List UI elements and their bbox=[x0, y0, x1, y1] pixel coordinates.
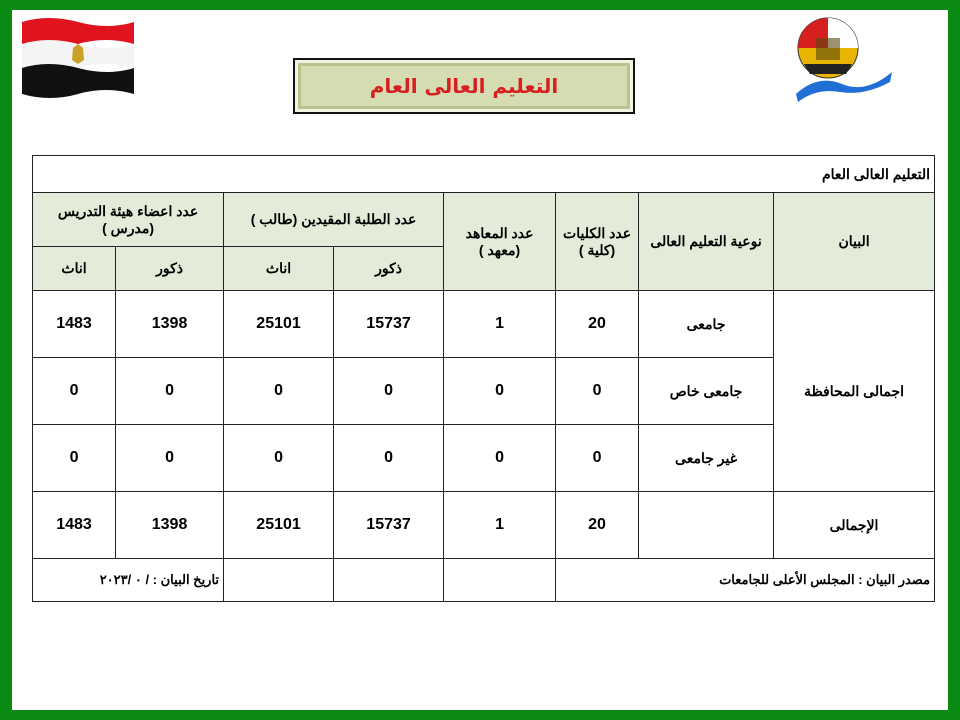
page-frame bbox=[12, 10, 948, 710]
table-caption: التعليم العالى العام bbox=[33, 156, 935, 193]
footer-blank-3 bbox=[224, 559, 334, 602]
row-colleges: 20 bbox=[556, 291, 639, 358]
row-colleges: 0 bbox=[556, 358, 639, 425]
row-faculty-males: 0 bbox=[116, 425, 224, 492]
header-colleges: عدد الكليات (كلية ) bbox=[556, 193, 639, 291]
group-label: اجمالى المحافظة bbox=[774, 291, 935, 492]
row-faculty-males: 0 bbox=[116, 358, 224, 425]
row-students-females: 0 bbox=[224, 425, 334, 492]
row-type: غير جامعى bbox=[639, 425, 774, 492]
row-institutes: 0 bbox=[444, 358, 556, 425]
footer-blank-1 bbox=[444, 559, 556, 602]
row-faculty-females: 1483 bbox=[33, 291, 116, 358]
page-title: التعليم العالى العام bbox=[369, 74, 559, 98]
row-faculty-males: 1398 bbox=[116, 291, 224, 358]
header-type: نوعية التعليم العالى bbox=[639, 193, 774, 291]
row-students-females: 25101 bbox=[224, 291, 334, 358]
row-type: جامعى خاص bbox=[639, 358, 774, 425]
row-colleges: 0 bbox=[556, 425, 639, 492]
header-students-females: اناث bbox=[224, 247, 334, 291]
header-students: عدد الطلبة المقيدين (طالب ) bbox=[224, 193, 444, 247]
total-students-males: 15737 bbox=[334, 492, 444, 559]
total-faculty-females: 1483 bbox=[33, 492, 116, 559]
row-students-males: 0 bbox=[334, 425, 444, 492]
header-statement: البيان bbox=[774, 193, 935, 291]
total-label: الإجمالى bbox=[774, 492, 935, 559]
header-institutes: عدد المعاهد (معهد ) bbox=[444, 193, 556, 291]
date-note: تاريخ البيان : / ٠ /٢٠٢٣ bbox=[33, 559, 224, 602]
higher-education-table bbox=[32, 155, 935, 602]
row-institutes: 0 bbox=[444, 425, 556, 492]
header-students-males: ذكور bbox=[334, 247, 444, 291]
page-title-box bbox=[293, 58, 635, 114]
row-students-males: 0 bbox=[334, 358, 444, 425]
header-faculty: عدد اعضاء هيئة التدريس (مدرس ) bbox=[33, 193, 224, 247]
row-faculty-females: 0 bbox=[33, 358, 116, 425]
row-students-males: 15737 bbox=[334, 291, 444, 358]
row-type: جامعى bbox=[639, 291, 774, 358]
row-students-females: 0 bbox=[224, 358, 334, 425]
header-faculty-males: ذكور bbox=[116, 247, 224, 291]
header-faculty-females: اناث bbox=[33, 247, 116, 291]
table-row bbox=[33, 291, 935, 358]
total-faculty-males: 1398 bbox=[116, 492, 224, 559]
egypt-flag-icon bbox=[18, 14, 138, 98]
row-faculty-females: 0 bbox=[33, 425, 116, 492]
total-colleges: 20 bbox=[556, 492, 639, 559]
row-institutes: 1 bbox=[444, 291, 556, 358]
footer-blank-2 bbox=[334, 559, 444, 602]
total-row bbox=[33, 492, 935, 559]
total-institutes: 1 bbox=[444, 492, 556, 559]
footer-row bbox=[33, 559, 935, 602]
total-students-females: 25101 bbox=[224, 492, 334, 559]
source-note: مصدر البيان : المجلس الأعلى للجامعات bbox=[556, 559, 935, 602]
total-type bbox=[639, 492, 774, 559]
governorate-logo-icon bbox=[790, 12, 894, 102]
